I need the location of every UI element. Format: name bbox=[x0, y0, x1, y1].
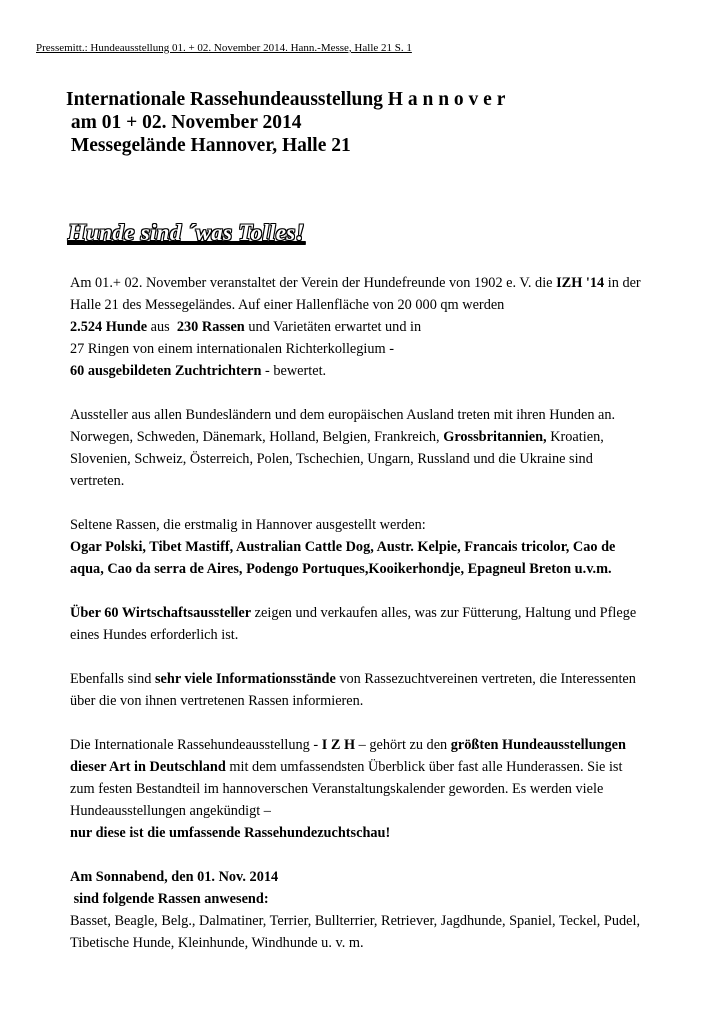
slogan bbox=[68, 220, 305, 246]
article-body bbox=[70, 272, 650, 954]
title-line-1: Internationale Rassehundeausstellung H a n n o v e r bbox=[66, 89, 506, 110]
text-segment: – gehört zu den bbox=[355, 737, 451, 753]
title-line-3: Messegelände Hannover, Halle 21 bbox=[66, 135, 351, 156]
saturday-breed-list: Basset, Beagle, Belg., Dalmatiner, Terrier, Bullterrier, Retriever, Jagdhunde, Spaniel, Teckel, Pudel, Tibetische Hunde, Kleinhunde, Windhunde u. v. m. bbox=[70, 913, 641, 951]
page-header: Pressemitt.: Hundeausstellung 01. + 02. November 2014. Hann.-Messe, Halle 21 S. 1 bbox=[36, 42, 412, 54]
event-abbrev: IZH '14 bbox=[556, 275, 605, 291]
text-segment: Am 01.+ 02. November veranstaltet der Verein der Hundefreunde von 1902 e. V. die bbox=[70, 275, 557, 291]
paragraph-rare-breeds bbox=[70, 514, 650, 580]
text-bold: sehr viele Informationsstände bbox=[154, 671, 336, 687]
slogan-text: Hunde sind ´was Tolles! bbox=[68, 220, 305, 245]
paragraph-info-stands bbox=[70, 668, 650, 712]
vendor-count: Über 60 Wirtschaftsaussteller bbox=[70, 605, 252, 621]
text-segment: aus bbox=[147, 319, 177, 335]
rare-breed-list: Ogar Polski, Tibet Mastiff, Australian Cattle Dog, Austr. Kelpie, Francais tricolor, Cao de aqua, Cao da serra de Aires, Podengo Portuques,Kooikerhondje, Epagneul Breton u.v.m. bbox=[70, 539, 616, 577]
title-block bbox=[66, 88, 505, 157]
text-bold: I Z H bbox=[321, 737, 356, 753]
text-segment: mit dem umfassendsten Überblick über fast alle Hunderassen. Sie ist zum festen Bestandteil im hannoverschen Veranstaltungskalender geworden. Es werden viele Hundeausstellungen angekündigt – bbox=[70, 759, 623, 819]
paragraph-vendors bbox=[70, 602, 650, 646]
text-segment: und Varietäten erwartet und in bbox=[244, 319, 422, 335]
text-segment: von Rassezuchtvereinen vertreten, die Interessenten über die von ihnen vertretenen Rassen informieren. bbox=[70, 671, 636, 709]
saturday-heading: Am Sonnabend, den 01. Nov. 2014 bbox=[70, 869, 279, 885]
paragraph-izh bbox=[70, 734, 650, 844]
text-segment: Seltene Rassen, die erstmalig in Hannover ausgestellt werden: bbox=[70, 517, 426, 533]
text-bold: Grossbritannien, bbox=[443, 429, 547, 445]
text-segment: Ebenfalls sind bbox=[70, 671, 155, 687]
text-segment: Aussteller aus allen Bundesländern und dem europäischen Ausland treten mit ihren Hunden an. Norwegen, Schweden, Dänemark, Holland, Belgien, Frankreich, bbox=[70, 407, 616, 445]
title-line-2: am 01 + 02. November 2014 bbox=[66, 112, 302, 133]
breed-count: 230 Rassen bbox=[176, 319, 245, 335]
text-segment: Kroatien, Slovenien, Schweiz, Österreich, Polen, Tschechien, Ungarn, Russland und die Ukraine sind vertreten. bbox=[70, 429, 604, 489]
text-segment: zeigen und verkaufen alles, was zur Fütterung, Haltung und Pflege eines Hundes erforderlich ist. bbox=[70, 605, 637, 643]
text-segment: 27 Ringen von einem internationalen Richterkollegium - bbox=[70, 341, 394, 357]
paragraph-intro bbox=[70, 272, 650, 382]
text-segment: - bewertet. bbox=[261, 363, 327, 379]
paragraph-saturday bbox=[70, 866, 650, 954]
dog-count: 2.524 Hunde bbox=[70, 319, 148, 335]
text-segment: Die Internationale Rassehundeausstellung - bbox=[70, 737, 322, 753]
text-bold: größten Hundeausstellungen dieser Art in Deutschland bbox=[70, 737, 626, 775]
text-bold: nur diese ist die umfassende Rassehundezuchtschau! bbox=[70, 825, 391, 841]
saturday-subheading: sind folgende Rassen anwesend: bbox=[70, 891, 269, 907]
paragraph-exhibitors bbox=[70, 404, 650, 492]
judge-count: 60 ausgebildeten Zuchtrichtern bbox=[70, 363, 262, 379]
text-segment: in der Halle 21 des Messegeländes. Auf einer Hallenfläche von 20 000 qm werden bbox=[70, 275, 641, 313]
